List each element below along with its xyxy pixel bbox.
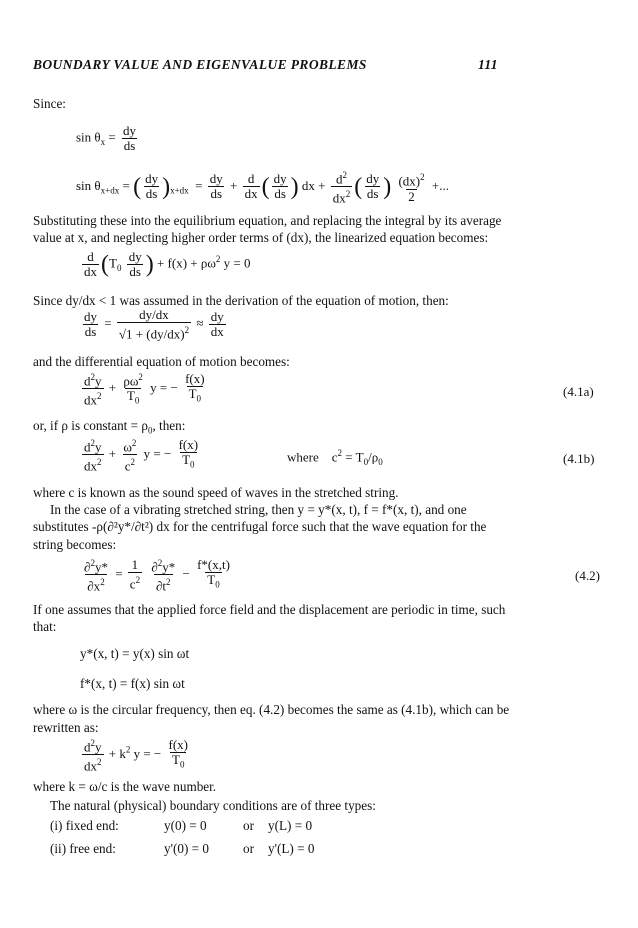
bc-free-or: or: [243, 841, 254, 856]
bc-free-eq1: y'(0) = 0: [164, 841, 209, 856]
bc-fixed-eq2: y(L) = 0: [268, 818, 313, 833]
equation-dyds-approx: $\frac{dy}{ds}$ = $\frac{dy/dx}{√1 + (dy/dx)^2}$ ≈ $\frac{dy}{dx}$: [84, 307, 224, 342]
equation-number-4-1b: (4.1b): [563, 451, 595, 466]
text-since: Since:: [33, 96, 66, 111]
text-natural-bc: The natural (physical) boundary conditions are of three types:: [50, 798, 376, 813]
equation-number-4-1a: (4.1a): [563, 384, 594, 399]
equation-sin-theta-xdx: $\sin \theta_{x+dx}$ = ( $\frac{dy}{ds}$ )$_{x+dx}$ = $\frac{dy}{ds}$ + $\frac{d}{dx}$ ( $\frac{dy}{ds}$ ) dx + $\frac{d^2}{dx^2}$ ( $\frac{dy}{ds}$ ) $\frac{(dx)^2}{2}$ +...: [76, 170, 449, 206]
equation-4-2: $\frac{\partial^2y*}{\partial x^2}$ = $\frac{1}{c^2}$ $\frac{\partial^2y*}{\partial t^2}$ − $\frac{f*(x,t)}{T_0}$: [84, 557, 230, 594]
equation-helmholtz: $\frac{d^2y}{dx^2}$ + $k^2$ y = − $\frac{f(x)}{T_0}$: [84, 737, 189, 774]
text-string-becomes: string becomes:: [33, 537, 117, 552]
bc-fixed-or: or: [243, 818, 254, 833]
text-that: that:: [33, 619, 57, 634]
bc-free-eq2: y'(L) = 0: [268, 841, 315, 856]
text-where-k: where k = ω/c is the wave number.: [33, 779, 217, 794]
text-in-case: In the case of a vibrating stretched string, then y = y*(x, t), f = f*(x, t), and one: [50, 502, 467, 517]
page-number: 111: [478, 57, 498, 72]
text-substituting: Substituting these into the equilibrium equation, and replacing the integral by its average: [33, 213, 502, 228]
equation-sin-theta-x: $\sin \theta_x$ = $\frac{dy}{ds}$: [76, 123, 136, 153]
text-substitutes: substitutes -ρ(∂²y*/∂t²) dx for the centrifugal force such that the wave equation for the: [33, 519, 487, 534]
bc-fixed-eq1: y(0) = 0: [164, 818, 207, 833]
text-substituting-2: value at x, and neglecting higher order terms of (dx), the linearized equation becomes:: [33, 230, 489, 245]
text-or-if-rho: or, if ρ is constant = $\rho_0$, then:: [33, 418, 186, 436]
running-header-title: BOUNDARY VALUE AND EIGENVALUE PROBLEMS: [33, 57, 367, 72]
equation-linearized: $\frac{d}{dx}$ ($T_0$ $\frac{dy}{ds}$ ) + $f(x) + \rho\omega^2$ y = 0: [84, 249, 251, 279]
equation-ystar: y*(x, t) = y(x) sin ωt: [80, 646, 190, 661]
equation-number-4-2: (4.2): [575, 568, 600, 583]
equation-fstar: f*(x, t) = f(x) sin ωt: [80, 676, 185, 691]
equation-where-c2: where $c^2 = T_0/\rho_0$: [287, 448, 383, 467]
equation-4-1a: $\frac{d^2y}{dx^2}$ + $\frac{\rho\omega^2}{T_0}$ y = − $\frac{f(x)}{T_0}$: [84, 371, 205, 408]
text-if-one-assumes: If one assumes that the applied force field and the displacement are periodic in time, such: [33, 602, 506, 617]
text-where-c: where c is known as the sound speed of waves in the stretched string.: [33, 485, 399, 500]
bc-free-label: (ii) free end:: [50, 841, 116, 856]
text-since-dydx: Since dy/dx < 1 was assumed in the derivation of the equation of motion, then:: [33, 293, 449, 308]
text-rewritten: rewritten as:: [33, 720, 99, 735]
text-where-omega: where ω is the circular frequency, then eq. (4.2) becomes the same as (4.1b), which can be: [33, 702, 510, 717]
bc-fixed-label: (i) fixed end:: [50, 818, 119, 833]
text-and-differential: and the differential equation of motion becomes:: [33, 354, 290, 369]
equation-4-1b: $\frac{d^2y}{dx^2}$ + $\frac{\omega^2}{c^2}$ y = − $\frac{f(x)}{T_0}$: [84, 437, 199, 474]
